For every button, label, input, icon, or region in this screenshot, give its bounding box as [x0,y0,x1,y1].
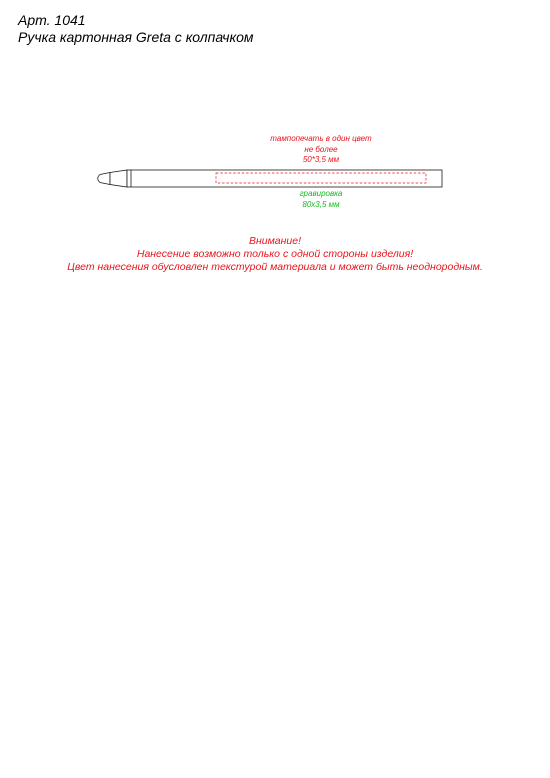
print-zone-line: тампопечать в один цвет [270,134,372,143]
warning-line: Нанесение возможно только с одной стороны изделия! [136,247,414,260]
print-zone-line: не более [304,144,338,154]
engrave-zone-line: 80x3,5 мм [302,199,340,209]
pen-tip [98,173,110,185]
warning-title: Внимание! [248,235,302,247]
article-number: Арт. 1041 [18,12,86,28]
warning-block [0,235,550,274]
pen-cone [110,170,127,187]
engrave-zone-label [221,189,421,210]
print-zone-line: 50*3,5 мм [302,155,340,164]
pen-barrel [127,170,442,187]
product-title: Ручка картонная Greta с колпачком [18,29,254,45]
engrave-zone-line: гравировка [299,189,343,198]
warning-line: Цвет нанесения обусловлен текстурой материала и может быть неоднородным. [67,261,483,273]
print-zone-label [221,134,421,166]
